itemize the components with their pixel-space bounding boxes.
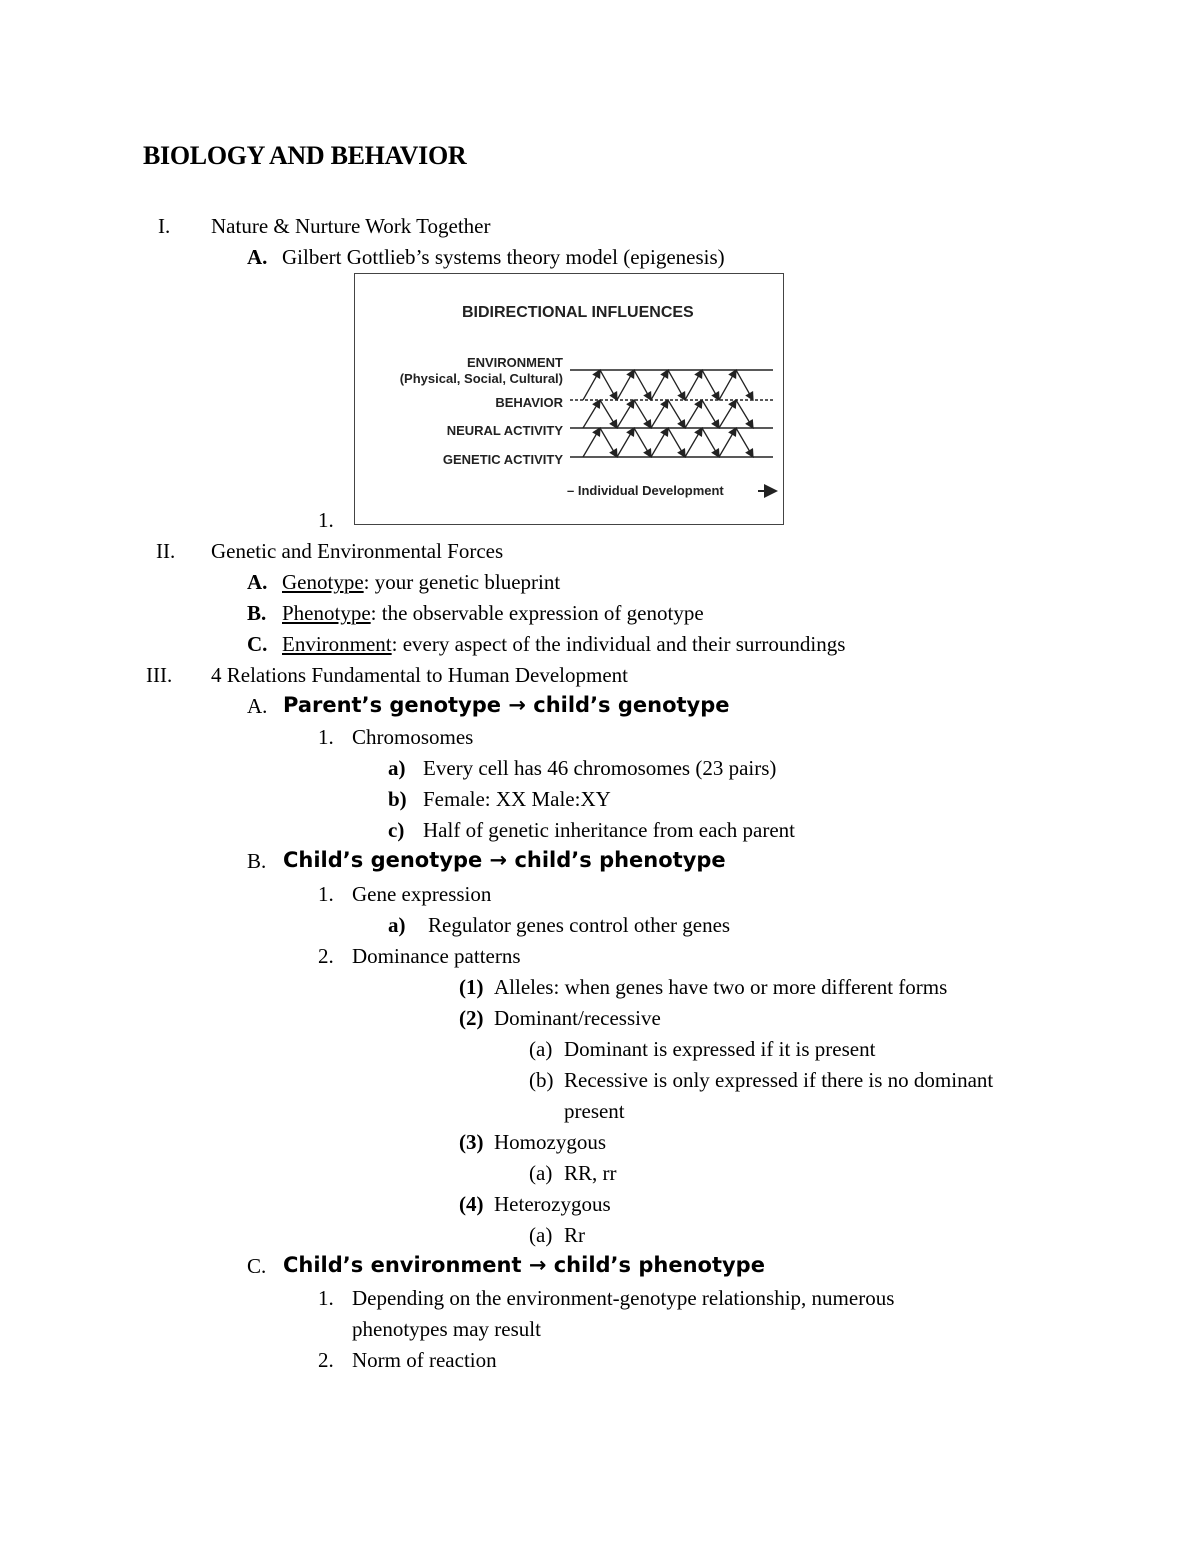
item-3a1c-letter: c) [388,818,405,842]
section-1-heading: Nature & Nurture Work Together [211,214,491,238]
downward-arrow-14 [736,428,753,457]
label-neural-activity: NEURAL ACTIVITY [446,423,563,438]
item-3a1-number: 1. [318,725,334,749]
downward-arrow-12 [668,428,685,457]
item-3b2-number: 2. [318,944,334,968]
item-3c2-text: Norm of reaction [352,1348,497,1372]
downward-arrow-6 [634,400,651,428]
phenotype-term: Phenotype [282,601,371,625]
item-p2b-text-line2: present [564,1099,625,1123]
item-3a1b-letter: b) [388,787,407,811]
downward-arrow-8 [702,400,719,428]
item-3b1-text: Gene expression [352,882,492,906]
section-3-number: III. [146,663,173,687]
item-p4a-letter: (a) [529,1223,553,1247]
item-3a1a-letter: a) [388,756,406,780]
item-p1-number: (1) [459,975,484,999]
item-p3a-text: RR, rr [564,1161,617,1185]
item-p2-text: Dominant/recessive [494,1006,661,1030]
figure-title: BIDIRECTIONAL INFLUENCES [462,304,694,321]
item-3c1-text-line1: Depending on the environment-genotype relationship, numerous [352,1286,895,1310]
item-3b1a-text: Regulator genes control other genes [428,913,731,937]
upward-arrow-0 [583,370,600,400]
downward-arrow-13 [702,428,719,457]
upward-arrow-11 [617,428,634,457]
section-1a-letter: A. [247,245,268,269]
upward-arrow-5 [583,400,600,428]
item-p4-text: Heterozygous [494,1192,611,1216]
downward-arrow-9 [736,400,753,428]
item-p1-text: Alleles: when genes have two or more different forms [494,975,948,999]
page-title: BIOLOGY AND BEHAVIOR [143,141,467,170]
item-p2-number: (2) [459,1006,484,1030]
upward-arrow-2 [651,370,668,400]
item-p2b-text-line1: Recessive is only expressed if there is no dominant [564,1068,994,1092]
item-3b2-text: Dominance patterns [352,944,521,968]
upward-arrow-10 [583,428,600,457]
upward-arrow-14 [719,428,736,457]
upward-arrow-1 [617,370,634,400]
section-3b-letter: B. [247,849,267,873]
section-1-number: I. [158,214,171,238]
section-2b-line [282,599,704,627]
item-3a1b-text: Female: XX Male:XY [423,787,611,811]
section-3-heading: 4 Relations Fundamental to Human Development [211,663,629,687]
upward-arrow-4 [719,370,736,400]
section-3c-heading: Child’s environment → child’s phenotype [283,1253,765,1277]
section-2c-letter: C. [247,632,268,656]
item-p4a-text: Rr [564,1223,585,1247]
item-3a1-text: Chromosomes [352,725,474,749]
upward-arrow-3 [685,370,702,400]
section-3b-heading: Child’s genotype → child’s phenotype [283,848,726,872]
section-3c-letter: C. [247,1254,267,1278]
label-behavior: BEHAVIOR [495,395,563,410]
downward-arrow-7 [668,400,685,428]
section-3a-letter: A. [247,694,268,718]
section-2a-letter: A. [247,570,268,594]
environment-term: Environment [282,632,392,656]
section-3a-heading: Parent’s genotype → child’s genotype [283,693,730,717]
bidirectional-arrows [583,370,753,457]
section-2-number: II. [156,539,176,563]
label-environment-sub: (Physical, Social, Cultural) [399,371,563,386]
item-p4-number: (4) [459,1192,484,1216]
level-lines [570,370,773,457]
item-3a1c-text: Half of genetic inheritance from each parent [423,818,795,842]
figure-item-number: 1. [318,508,334,532]
upward-arrow-8 [685,400,702,428]
downward-arrow-1 [634,370,651,400]
environment-definition: : every aspect of the individual and their surroundings [391,632,846,656]
section-2a-line [282,568,560,596]
item-p2b-letter: (b) [529,1068,554,1092]
section-2b-letter: B. [247,601,267,625]
item-p3a-letter: (a) [529,1161,553,1185]
individual-development-label: – Individual Development [567,483,724,498]
section-2-heading: Genetic and Environmental Forces [211,539,504,563]
downward-arrow-2 [668,370,685,400]
item-p3-number: (3) [459,1130,484,1154]
downward-arrow-10 [600,428,617,457]
bidirectional-influences-diagram [355,274,785,526]
item-3a1a-text: Every cell has 46 chromosomes (23 pairs) [423,756,777,780]
item-p2a-letter: (a) [529,1037,553,1061]
item-3c1-number: 1. [318,1286,334,1310]
downward-arrow-5 [600,400,617,428]
upward-arrow-6 [617,400,634,428]
bidirectional-influences-figure [354,273,784,525]
item-3b1a-letter: a) [388,913,406,937]
downward-arrow-4 [736,370,753,400]
upward-arrow-7 [651,400,668,428]
genotype-term: Genotype [282,570,364,594]
downward-arrow-0 [600,370,617,400]
downward-arrow-3 [702,370,719,400]
phenotype-definition: : the observable expression of genotype [370,601,704,625]
item-3c1-text-line2: phenotypes may result [352,1317,541,1341]
upward-arrow-12 [651,428,668,457]
item-3c2-number: 2. [318,1348,334,1372]
genotype-definition: : your genetic blueprint [363,570,561,594]
section-2c-line [282,630,845,658]
item-p3-text: Homozygous [494,1130,606,1154]
label-genetic-activity: GENETIC ACTIVITY [442,452,563,467]
section-1a-text: Gilbert Gottlieb’s systems theory model (epigenesis) [282,245,725,269]
upward-arrow-13 [685,428,702,457]
item-3b1-number: 1. [318,882,334,906]
downward-arrow-11 [634,428,651,457]
label-environment: ENVIRONMENT [466,355,563,370]
item-p2a-text: Dominant is expressed if it is present [564,1037,876,1061]
upward-arrow-9 [719,400,736,428]
